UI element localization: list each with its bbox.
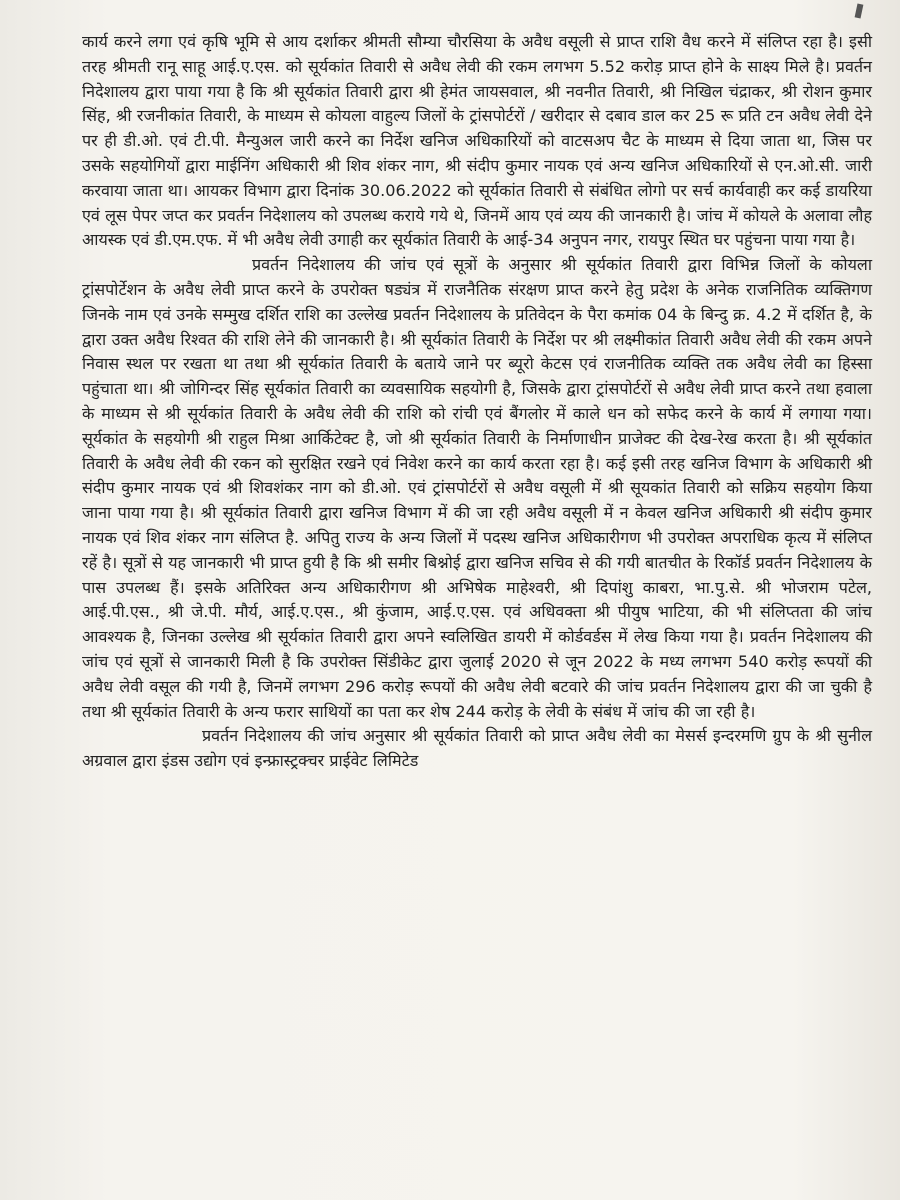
paragraph-2: प्रवर्तन निदेशालय की जांच एवं सूत्रों के अनुसार श्री सूर्यकांत तिवारी द्वारा विभिन्न जिलों के कोयला ट्रांसपोर्टेशन के अवैध लेवी प्राप्त करने के उपरोक्त षड्यंत्र में राजनैतिक संरक्षण प्राप्त करने हेतु प्रदेश के अनेक राजनितिक व्यक्तिगण जिनके नाम एवं उनके सम्मुख दर्शित राशि का उल्लेख प्रवर्तन निदेशालय के प्रतिवेदन के पैरा कमांक 04 के बिन्दु क्र. 4.2 में दर्शित है, के द्वारा उक्त अवैध रिश्वत की राशि लेने की जानकारी है। श्री सूर्यकांत तिवारी के निर्देश पर श्री लक्ष्मीकांत तिवारी अवैध लेवी की रकम अपने निवास स्थल पर रखता था तथा श्री सूर्यकांत तिवारी के बताये जाने पर ब्यूरो केटस एवं राजनीतिक व्यक्ति तक अवैध लेवी का हिस्सा पहुंचाता था। श्री जोगिन्दर सिंह सूर्यकांत तिवारी का व्यवसायिक सहयोगी है, जिसके द्वारा ट्रांसपोर्टरों से अवैध लेवी प्राप्त करने तथा हवाला के माध्यम से श्री सूर्यकांत तिवारी के अवैध लेवी की राशि को रांची एवं बैंगलोर में काले धन को सफेद करने के कार्य में लगाया गया। सूर्यकांत के सहयोगी श्री राहुल मिश्रा आर्किटेक्ट है, जो श्री सूर्यकांत तिवारी के निर्माणाधीन प्राजेक्ट की देख-रेख करता है। श्री सूर्यकांत तिवारी के अवैध लेवी की रकन को सुरक्षित रखने एवं निवेश करने का कार्य करता रहा है। कई इसी तरह खनिज विभाग के अधिकारी श्री संदीप कुमार नायक एवं श्री शिवशंकर नाग को डी.ओ. एवं ट्रांसपोर्टरों से अवैध वसूली में श्री सूयकांत तिवारी को सक्रिय सहयोग किया जाना पाया गया है। श्री सूर्यकांत तिवारी द्वारा खनिज विभाग में की जा रही अवैध वसूली में न केवल खनिज अधिकारी श्री संदीप कुमार नायक एवं शिव शंकर नाग संलिप्त है. अपितु राज्य के अन्य जिलों में पदस्थ खनिज अधिकारीगण भी उपरोक्त अपराधिक कृत्य में संलिप्त रहें है। सूत्रों से यह जानकारी भी प्राप्त हुयी है कि श्री समीर बिश्नोई द्वारा खनिज सचिव से की गयी बातचीत के रिकॉर्ड प्रवर्तन निदेशालय के पास उपलब्ध हैं। इसके अतिरिक्त अन्य अधिकारीगण श्री अभिषेक माहेश्वरी, श्री दिपांशु काबरा, भा.पु.से. श्री भोजराम पटेल, आई.पी.एस., श्री जे.पी. मौर्य, आई.ए.एस., श्री कुंजाम, आई.ए.एस. एवं अधिवक्ता श्री पीयुष भाटिया, की भी संलिप्तता की जांच आवश्यक है, जिनका उल्लेख श्री सूर्यकांत तिवारी द्वारा अपने स्वलिखित डायरी में कोर्डवर्डस में लेख किया गया है। प्रवर्तन निदेशालय की जांच एवं सूत्रों से जानकारी मिली है कि उपरोक्त सिंडीकेट द्वारा जुलाई 2020 से जून 2022 के मध्य लगभग 540 करोड़ रूपयों की अवैध लेवी वसूल की गयी है, जिनमें लगभग 296 करोड़ रूपयों की अवैध लेवी बटवारे की जांच प्रवर्तन निदेशालय द्वारा की जा चुकी है तथा श्री सूर्यकांत तिवारी के अन्य फरार साथियों का पता कर शेष 244 करोड़ के लेवी के संबंध में जांच की जा रही है। [82, 255, 872, 721]
corner-mark [855, 4, 864, 19]
document-body [82, 30, 872, 774]
paragraph-1: कार्य करने लगा एवं कृषि भूमि से आय दर्शाकर श्रीमती सौम्या चौरसिया के अवैध वसूली से प्राप्त राशि वैध करने में संलिप्त रहा है। इसी तरह श्रीमती रानू साहू आई.ए.एस. को सूर्यकांत तिवारी से अवैध लेवी की रकम लगभग 5.52 करोड़ प्राप्त होने के साक्ष्य मिले है। प्रवर्तन निदेशालय द्वारा पाया गया है कि श्री सूर्यकांत तिवारी द्वारा श्री हेमंत जायसवाल, श्री नवनीत तिवारी, श्री निखिल चंद्राकर, श्री रोशन कुमार सिंह, श्री रजनीकांत तिवारी, के माध्यम से कोयला वाहुल्य जिलों के ट्रांसपोर्टरों / खरीदार से दबाव डाल कर 25 रू प्रति टन अवैध लेवी देने पर ही डी.ओ. एवं टी.पी. मैन्युअल जारी करने का निर्देश खनिज अधिकारियों को वाटसअप चैट के माध्यम से दिया जाता था, जिस पर उसके सहयोगियों द्वारा माईनिंग अधिकारी श्री शिव शंकर नाग, श्री संदीप कुमार नायक एवं अन्य खनिज अधिकारियों से एन.ओ.सी. जारी करवाया जाता था। आयकर विभाग द्वारा दिनांक 30.06.2022 को सूर्यकांत तिवारी से संबंधित लोगो पर सर्च कार्यवाही कर कई डायरिया एवं लूस पेपर जप्त कर प्रवर्तन निदेशालय को उपलब्ध कराये गये थे, जिनमें आय एवं व्यय की जानकारी है। जांच में कोयले के अलावा लौह आयस्क एवं डी.एम.एफ. में भी अवैध लेवी उगाही कर सूर्यकांत तिवारी के आई-34 अनुपन नगर, रायपुर स्थित घर पहुंचना पाया गया है। [82, 32, 873, 250]
paragraph-3: प्रवर्तन निदेशालय की जांच अनुसार श्री सूर्यकांत तिवारी को प्राप्त अवैध लेवी का मेसर्स इन्दरमणि ग्रुप के श्री सुनील अग्रवाल द्वारा इंडस उद्योग एवं इन्फ्रास्ट्रक्चर प्राईवेट लिमिटेड [82, 726, 872, 771]
